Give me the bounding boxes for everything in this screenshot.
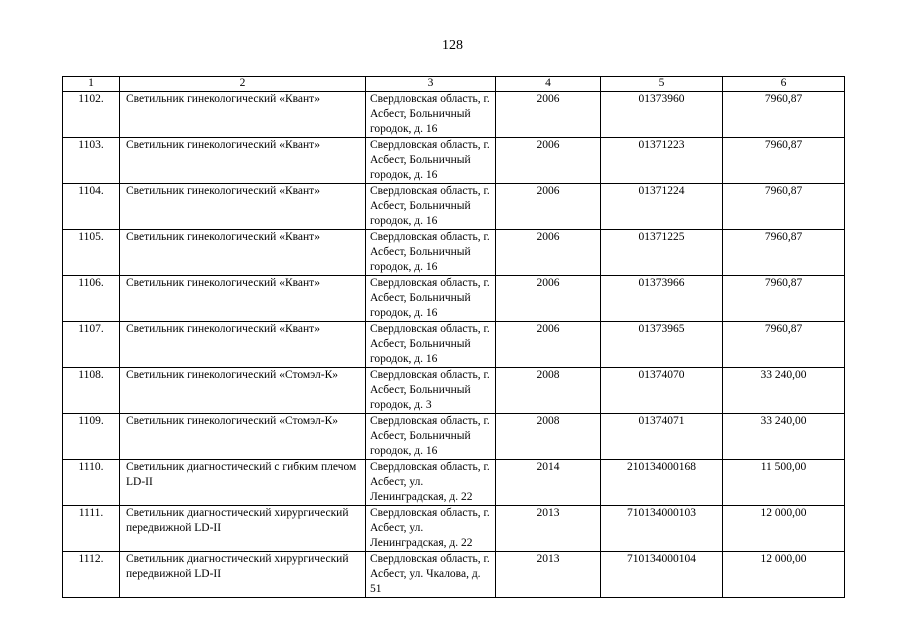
table-row	[63, 322, 845, 368]
item-inventory-number: 710134000104	[601, 552, 723, 598]
item-year: 2006	[496, 138, 601, 184]
column-header-3: 3	[366, 77, 496, 92]
row-number: 1107.	[63, 322, 120, 368]
item-year: 2008	[496, 368, 601, 414]
row-number: 1111.	[63, 506, 120, 552]
item-inventory-number: 01373960	[601, 92, 723, 138]
item-year: 2008	[496, 414, 601, 460]
item-name: Светильник диагностический с гибким плечом LD-II	[120, 460, 366, 506]
table-row	[63, 230, 845, 276]
item-location: Свердловская область, г. Асбест, Больничный городок, д. 16	[366, 322, 496, 368]
item-name: Светильник гинекологический «Квант»	[120, 276, 366, 322]
item-cost: 11 500,00	[723, 460, 845, 506]
header-row	[63, 77, 845, 92]
table-row	[63, 506, 845, 552]
item-cost: 12 000,00	[723, 552, 845, 598]
column-header-6: 6	[723, 77, 845, 92]
item-location: Свердловская область, г. Асбест, Больничный городок, д. 16	[366, 276, 496, 322]
item-cost: 7960,87	[723, 230, 845, 276]
item-inventory-number: 01371224	[601, 184, 723, 230]
item-cost: 33 240,00	[723, 368, 845, 414]
item-location: Свердловская область, г. Асбест, Больничный городок, д. 16	[366, 230, 496, 276]
row-number: 1109.	[63, 414, 120, 460]
row-number: 1104.	[63, 184, 120, 230]
item-name: Светильник диагностический хирургический передвижной LD-II	[120, 552, 366, 598]
table-row	[63, 276, 845, 322]
page-number: 128	[442, 38, 463, 53]
item-name: Светильник гинекологический «Стомэл-К»	[120, 368, 366, 414]
item-location: Свердловская область, г. Асбест, Больничный городок, д. 16	[366, 184, 496, 230]
item-year: 2006	[496, 184, 601, 230]
item-name: Светильник гинекологический «Квант»	[120, 230, 366, 276]
item-year: 2013	[496, 552, 601, 598]
item-location: Свердловская область, г. Асбест, Больничный городок, д. 3	[366, 368, 496, 414]
table-row	[63, 368, 845, 414]
column-header-2: 2	[120, 77, 366, 92]
item-year: 2006	[496, 230, 601, 276]
item-year: 2014	[496, 460, 601, 506]
item-inventory-number: 01373966	[601, 276, 723, 322]
table-row	[63, 138, 845, 184]
row-number: 1106.	[63, 276, 120, 322]
item-name: Светильник диагностический хирургический передвижной LD-II	[120, 506, 366, 552]
row-number: 1105.	[63, 230, 120, 276]
item-cost: 7960,87	[723, 322, 845, 368]
item-cost: 7960,87	[723, 92, 845, 138]
item-location: Свердловская область, г. Асбест, ул. Ленинградская, д. 22	[366, 506, 496, 552]
item-year: 2006	[496, 276, 601, 322]
table-row	[63, 184, 845, 230]
column-header-5: 5	[601, 77, 723, 92]
item-location: Свердловская область, г. Асбест, Больничный городок, д. 16	[366, 92, 496, 138]
item-inventory-number: 01374071	[601, 414, 723, 460]
item-name: Светильник гинекологический «Стомэл-К»	[120, 414, 366, 460]
item-inventory-number: 01373965	[601, 322, 723, 368]
table-row	[63, 92, 845, 138]
row-number: 1112.	[63, 552, 120, 598]
property-table	[62, 76, 845, 598]
item-location: Свердловская область, г. Асбест, ул. Чкалова, д. 51	[366, 552, 496, 598]
item-inventory-number: 210134000168	[601, 460, 723, 506]
item-inventory-number: 01371223	[601, 138, 723, 184]
item-inventory-number: 01371225	[601, 230, 723, 276]
row-number: 1103.	[63, 138, 120, 184]
item-cost: 7960,87	[723, 138, 845, 184]
item-name: Светильник гинекологический «Квант»	[120, 322, 366, 368]
item-year: 2006	[496, 92, 601, 138]
item-location: Свердловская область, г. Асбест, Больничный городок, д. 16	[366, 414, 496, 460]
item-location: Свердловская область, г. Асбест, ул. Ленинградская, д. 22	[366, 460, 496, 506]
column-header-4: 4	[496, 77, 601, 92]
item-cost: 33 240,00	[723, 414, 845, 460]
item-name: Светильник гинекологический «Квант»	[120, 92, 366, 138]
table-row	[63, 414, 845, 460]
table-row	[63, 552, 845, 598]
table-row	[63, 460, 845, 506]
row-number: 1108.	[63, 368, 120, 414]
row-number: 1102.	[63, 92, 120, 138]
item-year: 2006	[496, 322, 601, 368]
row-number: 1110.	[63, 460, 120, 506]
item-cost: 7960,87	[723, 184, 845, 230]
item-name: Светильник гинекологический «Квант»	[120, 184, 366, 230]
item-cost: 12 000,00	[723, 506, 845, 552]
item-inventory-number: 710134000103	[601, 506, 723, 552]
item-location: Свердловская область, г. Асбест, Больничный городок, д. 16	[366, 138, 496, 184]
item-cost: 7960,87	[723, 276, 845, 322]
column-header-1: 1	[63, 77, 120, 92]
item-year: 2013	[496, 506, 601, 552]
item-inventory-number: 01374070	[601, 368, 723, 414]
item-name: Светильник гинекологический «Квант»	[120, 138, 366, 184]
